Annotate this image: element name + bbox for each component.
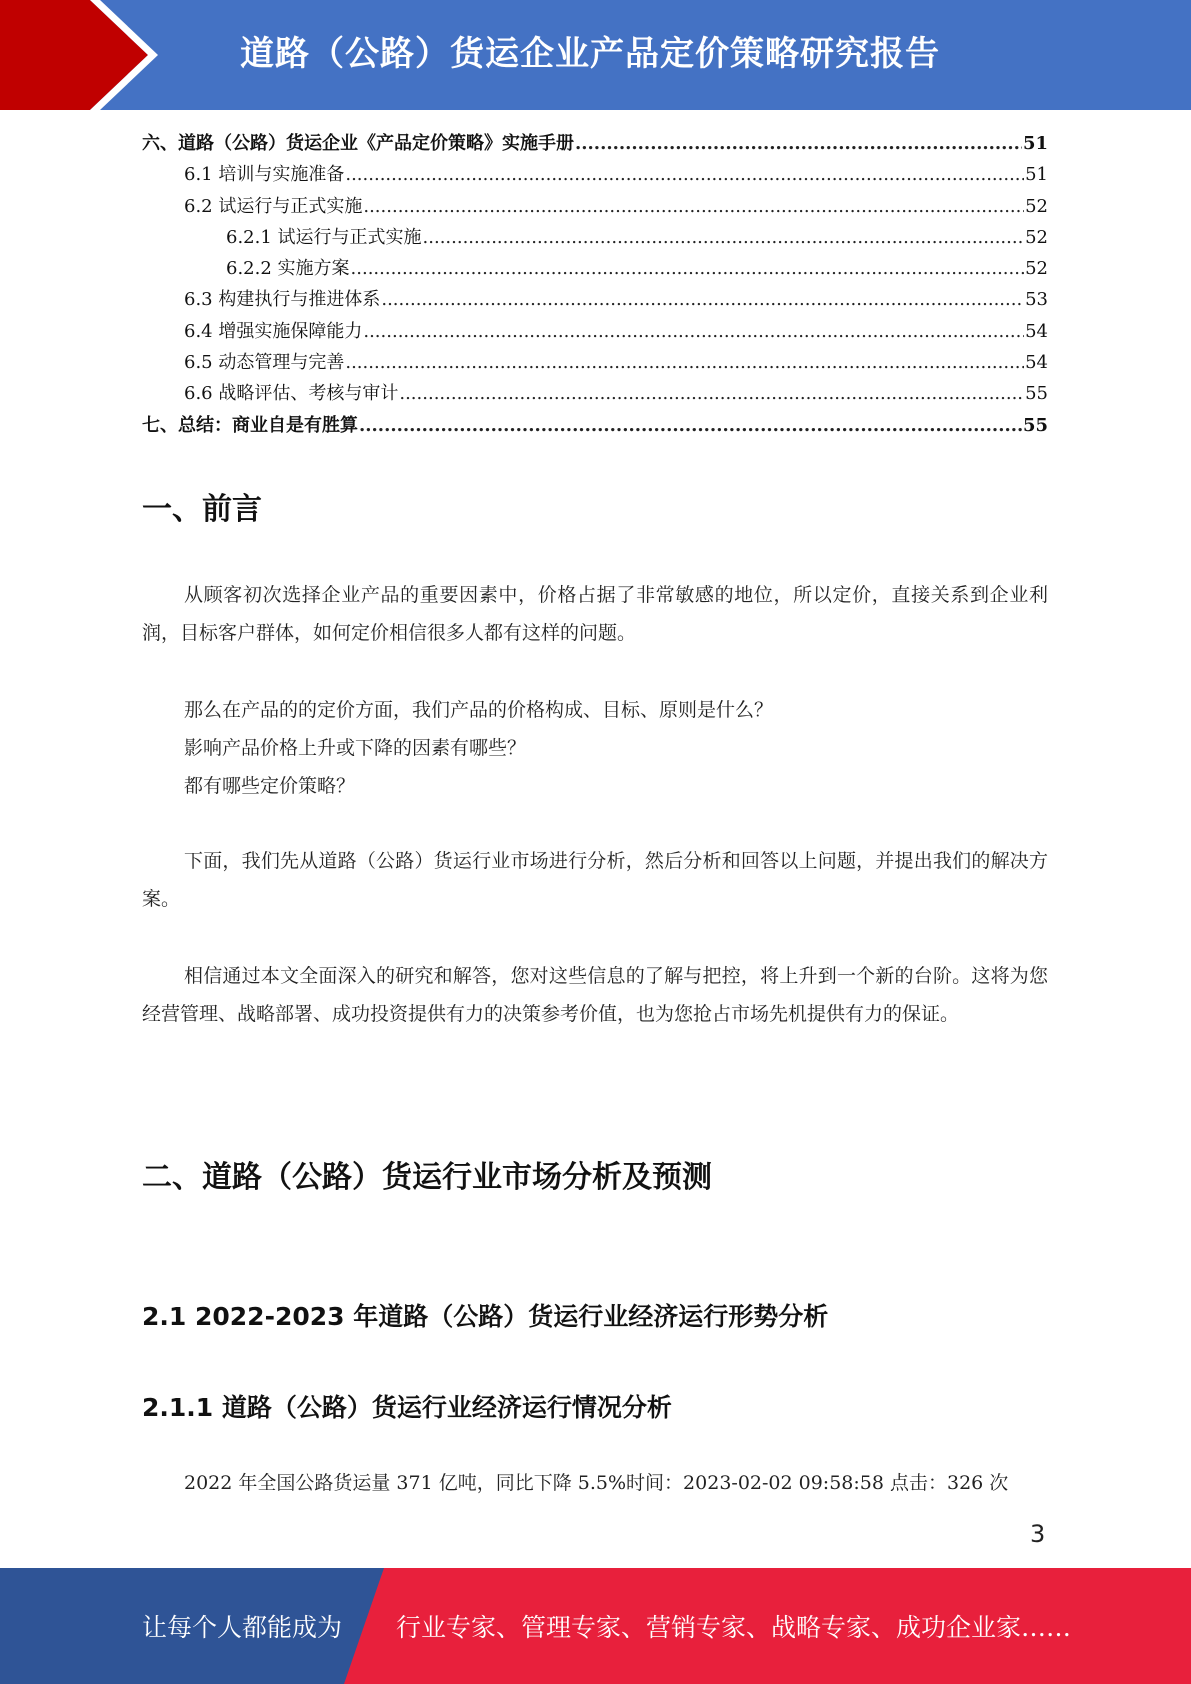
toc-entry-title: 6.2.2 实施方案 — [226, 258, 350, 280]
toc-entry[interactable] — [142, 191, 1048, 222]
preface-paragraph-3: 相信通过本文全面深入的研究和解答，您对这些信息的了解与把控，将上升到一个新的台阶。这将为您经营管理、战略部署、成功投资提供有力的决策参考价值，也为您抢占市场先机提供有力的保证。 — [142, 965, 1048, 1025]
section-heading-preface: 一、前言 — [142, 492, 262, 527]
subsection-heading-2-1-1: 2.1.1 道路（公路）货运行业经济运行情况分析 — [142, 1393, 672, 1422]
report-title: 道路（公路）货运企业产品定价策略研究报告 — [240, 34, 940, 74]
market-paragraph: 2022 年全国公路货运量 371 亿吨，同比下降 5.5%时间：2023-02-02 09:58:58 点击：326 次 — [184, 1472, 1009, 1494]
toc-entry-page: 52 — [1025, 195, 1048, 217]
toc-entry[interactable] — [142, 159, 1048, 190]
preface-paragraph-1: 从顾客初次选择企业产品的重要因素中，价格占据了非常敏感的地位，所以定价，直接关系到企业利润，目标客户群体，如何定价相信很多人都有这样的问题。 — [142, 584, 1048, 644]
toc-entry-page: 52 — [1025, 226, 1048, 248]
toc-entry-title: 6.1 培训与实施准备 — [184, 164, 345, 186]
toc-entry-page: 54 — [1025, 320, 1048, 342]
toc-entry-title: 七、总结：商业自是有胜算 — [142, 414, 358, 436]
footer-slogan-left: 让每个人都能成为 — [142, 1613, 343, 1642]
page-number: 3 — [1030, 1520, 1046, 1548]
toc-entry-page: 55 — [1022, 414, 1048, 436]
question-line-1: 那么在产品的的定价方面，我们产品的价格构成、目标、原则是什么？ — [184, 699, 774, 721]
question-line-2: 影响产品价格上升或下降的因素有哪些？ — [184, 737, 527, 759]
toc-entry-title: 六、道路（公路）货运企业《产品定价策略》实施手册 — [142, 133, 574, 154]
toc-entry-title: 6.4 增强实施保障能力 — [184, 320, 363, 342]
toc-entry-title: 6.6 战略评估、考核与审计 — [184, 383, 399, 405]
toc-entry-page: 52 — [1025, 258, 1048, 280]
toc-entry-page: 51 — [1025, 164, 1048, 186]
toc-leader-dots — [345, 159, 1024, 190]
footer-banner — [0, 1568, 1191, 1684]
toc-entry-page: 54 — [1025, 352, 1048, 374]
toc-entry[interactable] — [142, 347, 1048, 378]
subsection-heading-2-1: 2.1 2022-2023 年道路（公路）货运行业经济运行形势分析 — [142, 1302, 829, 1331]
toc-leader-dots — [363, 316, 1024, 347]
header-banner — [0, 0, 1191, 110]
toc-entry[interactable] — [142, 410, 1048, 441]
toc-entry[interactable] — [142, 222, 1048, 253]
table-of-contents — [142, 128, 1048, 441]
toc-entry-title: 6.5 动态管理与完善 — [184, 352, 345, 374]
toc-entry-title: 6.2.1 试运行与正式实施 — [226, 226, 422, 248]
toc-entry-title: 6.2 试运行与正式实施 — [184, 195, 363, 217]
preface-paragraph-2: 下面，我们先从道路（公路）货运行业市场进行分析，然后分析和回答以上问题，并提出我们的解决方案。 — [142, 850, 1048, 910]
question-line-3: 都有哪些定价策略？ — [184, 775, 356, 797]
toc-leader-dots — [363, 191, 1024, 222]
section-heading-market-analysis: 二、道路（公路）货运行业市场分析及预测 — [142, 1160, 712, 1195]
toc-leader-dots — [345, 347, 1024, 378]
toc-entry[interactable] — [142, 284, 1048, 315]
toc-leader-dots — [399, 378, 1024, 409]
toc-leader-dots — [351, 253, 1025, 284]
toc-leader-dots — [359, 410, 1022, 441]
toc-entry[interactable] — [142, 378, 1048, 409]
toc-entry[interactable] — [142, 253, 1048, 284]
toc-leader-dots — [575, 128, 1022, 159]
toc-entry-page: 53 — [1025, 289, 1048, 311]
footer-slogan-right: 行业专家、管理专家、营销专家、战略专家、成功企业家…… — [396, 1613, 1072, 1642]
toc-leader-dots — [423, 222, 1025, 253]
toc-entry[interactable] — [142, 316, 1048, 347]
toc-entry-title: 6.3 构建执行与推进体系 — [184, 289, 381, 311]
toc-entry-page: 55 — [1025, 383, 1048, 405]
toc-leader-dots — [381, 284, 1024, 315]
toc-entry[interactable] — [142, 128, 1048, 159]
toc-entry-page: 51 — [1022, 133, 1048, 154]
